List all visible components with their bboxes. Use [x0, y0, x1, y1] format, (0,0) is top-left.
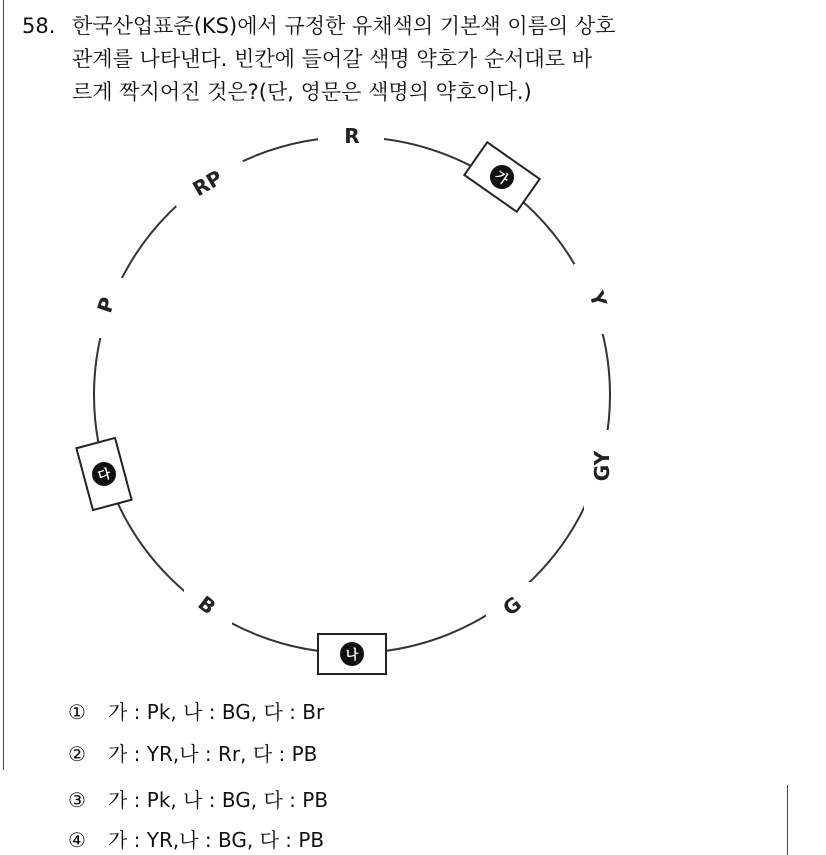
choice-4-marker: ④: [68, 828, 86, 852]
question-number: 58.: [22, 14, 56, 38]
right-border-line: [787, 785, 788, 855]
label-g: G: [497, 591, 527, 621]
marker-ga-text: 가: [491, 168, 511, 188]
choice-2[interactable]: [68, 738, 317, 767]
wheel-circle: [94, 137, 610, 653]
label-b: B: [193, 590, 221, 620]
question-line-3: 르게 짝지어진 것은?(단, 영문은 색명의 약호이다.): [72, 80, 532, 104]
choice-2-marker: ②: [68, 742, 86, 766]
label-rp: RP: [188, 165, 227, 202]
choice-3-text: 가 : Pk, 나 : BG, 다 : PB: [108, 788, 329, 812]
blank-marker-da: [76, 438, 131, 510]
marker-da-text: 다: [96, 466, 113, 485]
marker-na-text: 나: [345, 648, 359, 663]
blank-marker-ga: [464, 142, 539, 211]
choice-3-marker: ③: [68, 788, 86, 812]
choice-2-text: 가 : YR,나 : Rr, 다 : PB: [108, 742, 318, 766]
choice-1-text: 가 : Pk, 나 : BG, 다 : Br: [108, 700, 325, 724]
choice-1[interactable]: [68, 696, 324, 725]
label-y: Y: [584, 288, 612, 310]
choice-3[interactable]: [68, 784, 328, 813]
blank-marker-na: [318, 634, 386, 674]
question-line-2: 관계를 나타낸다. 빈칸에 들어갈 색명 약호가 순서대로 바: [72, 47, 592, 71]
label-p: P: [92, 294, 120, 316]
label-gy: GY: [590, 450, 614, 482]
choice-4[interactable]: [68, 824, 324, 853]
question-line-1: 한국산업표준(KS)에서 규정한 유채색의 기본색 이름의 상호: [72, 14, 616, 38]
choice-1-marker: ①: [68, 700, 86, 724]
choice-4-text: 가 : YR,나 : BG, 다 : PB: [108, 828, 325, 852]
label-r: R: [344, 124, 360, 148]
